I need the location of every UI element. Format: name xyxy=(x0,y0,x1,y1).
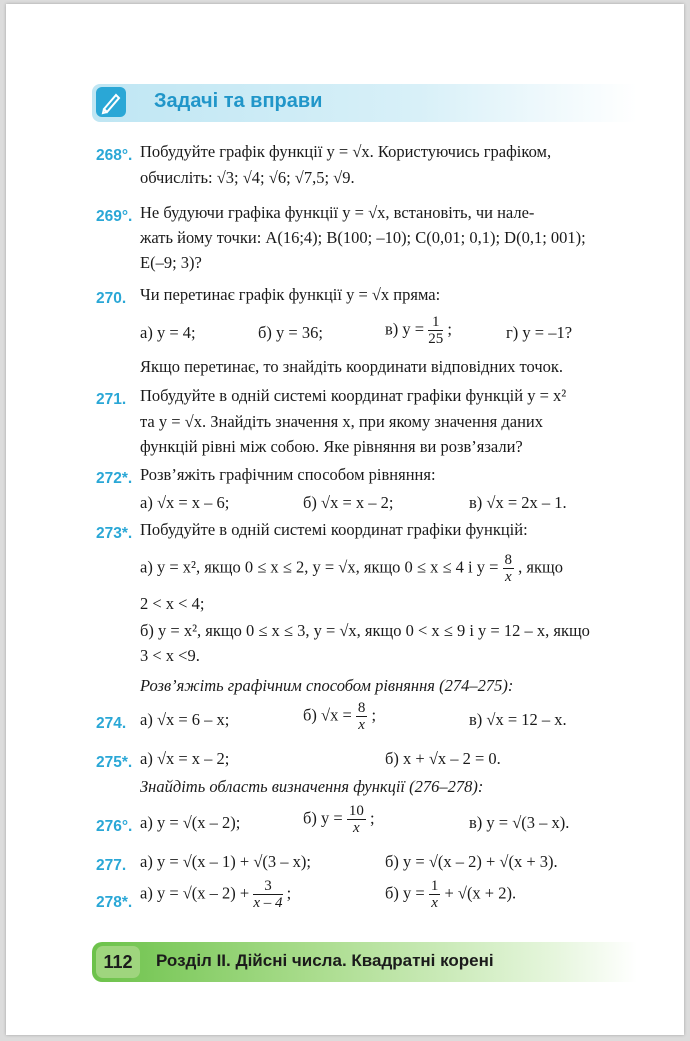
problem-text-line: Побудуйте в одній системі координат графіки функцій y = x² xyxy=(140,386,567,405)
option-a: а) y = 4; xyxy=(140,323,196,342)
problem-number: 278*. xyxy=(96,894,133,911)
fraction xyxy=(503,552,515,585)
option-a-text: а) y = x², якщо 0 ≤ x ≤ 2, y = √x, якщо 0 ≤ x ≤ 4 і y = xyxy=(140,557,499,577)
fraction-denominator: x xyxy=(504,569,512,585)
option-c: в) √x = 12 – x. xyxy=(469,710,567,729)
problem-275 xyxy=(96,749,132,775)
option-a xyxy=(140,878,291,911)
problem-text-line: та y = √x. Знайдіть значення x, при якому значення даних xyxy=(140,412,544,431)
option-b xyxy=(303,700,376,733)
fraction-numerator: 1 xyxy=(430,878,439,894)
problem-number: 268°. xyxy=(96,147,133,164)
option-a: а) √x = x – 6; xyxy=(140,493,230,512)
option-b-prefix: б) y = xyxy=(303,808,343,828)
problem-text-line: Чи перетинає графік функції y = √x пряма: xyxy=(140,285,441,304)
problem-text-line: E(–9; 3)? xyxy=(140,253,202,272)
problem-274 xyxy=(96,710,126,736)
fraction-numerator: 10 xyxy=(348,803,364,819)
option-a-prefix: а) y = √(x – 2) + xyxy=(140,883,250,903)
option-c-prefix: в) y = xyxy=(385,319,425,339)
problem-number: 275*. xyxy=(96,754,133,771)
fraction-numerator: 1 xyxy=(428,314,443,331)
pencil-icon xyxy=(96,87,126,117)
option-a: а) √x = 6 – x; xyxy=(140,710,230,729)
option-c xyxy=(385,314,452,347)
fraction-denominator: 25 xyxy=(428,331,444,347)
option-c: в) √x = 2x – 1. xyxy=(469,493,567,512)
problem-number: 269°. xyxy=(96,208,133,225)
option-c-suffix: ; xyxy=(447,319,452,339)
fraction xyxy=(356,700,368,733)
problem-text-line: Розв’яжіть графічним способом рівняння: xyxy=(140,465,436,484)
fraction-numerator: 8 xyxy=(357,700,366,716)
option-d: г) y = –1? xyxy=(506,323,573,342)
problem-270 xyxy=(96,285,126,311)
problem-number: 273*. xyxy=(96,525,133,542)
option-b: б) x + √x – 2 = 0. xyxy=(385,749,501,768)
problem-number: 270. xyxy=(96,290,127,307)
option-a: а) y = √(x – 2); xyxy=(140,813,241,832)
problem-number: 276°. xyxy=(96,818,133,835)
problem-text-line: Якщо перетинає, то знайдіть координати відповідних точок. xyxy=(140,357,564,376)
option-b: б) y = 36; xyxy=(258,323,323,342)
problem-number: 271. xyxy=(96,391,127,408)
problem-text-line: функцій рівні між собою. Яке рівняння ви розв’язали? xyxy=(140,437,523,456)
option-a xyxy=(140,552,563,585)
problem-278 xyxy=(96,889,132,915)
problem-text-line: Побудуйте графік функції y = √x. Користуючись графіком, xyxy=(140,142,552,161)
fraction xyxy=(347,803,366,836)
option-b-prefix: б) √x = xyxy=(303,705,352,725)
fraction-numerator: 8 xyxy=(504,552,513,568)
problem-text-line: жать йому точки: A(16;4); B(100; –10); C(0,01; 0,1); D(0,1; 001); xyxy=(140,228,586,247)
problem-text-line: обчисліть: √3; √4; √6; √7,5; √9. xyxy=(140,168,355,187)
problem-269 xyxy=(96,203,132,229)
fraction-numerator: 3 xyxy=(253,878,282,895)
problem-number: 274. xyxy=(96,715,127,732)
option-b-suffix: ; xyxy=(371,705,377,725)
option-b-suffix: ; xyxy=(369,808,375,828)
problem-text-line: Побудуйте в одній системі координат графіки функцій: xyxy=(140,520,528,539)
fraction-denominator: x xyxy=(352,820,360,836)
problem-number: 272*. xyxy=(96,470,133,487)
option-b: б) y = √(x – 2) + √(x + 3). xyxy=(385,852,558,871)
option-c: в) y = √(3 – x). xyxy=(469,813,570,832)
problem-273 xyxy=(96,520,132,546)
problem-277 xyxy=(96,852,126,878)
option-b-suffix: + √(x + 2). xyxy=(444,883,517,903)
problem-number: 277. xyxy=(96,857,127,874)
problem-text-line: 3 < x <9. xyxy=(140,646,200,665)
option-b xyxy=(385,878,516,911)
option-a-suffix: , якщо xyxy=(518,557,563,577)
section-title: Задачі та вправи xyxy=(154,90,323,112)
fraction xyxy=(428,314,443,347)
fraction xyxy=(429,878,441,911)
page-footer xyxy=(92,942,637,982)
option-a: а) √x = x – 2; xyxy=(140,749,230,768)
section-header xyxy=(92,84,637,122)
option-b xyxy=(303,803,375,836)
fraction-denominator: x xyxy=(431,895,438,911)
option-b-prefix: б) y = xyxy=(385,883,425,903)
option-b: б) y = x², якщо 0 ≤ x ≤ 3, y = √x, якщо 0 < x ≤ 9 і y = 12 – x, якщо xyxy=(140,621,590,640)
problem-271 xyxy=(96,386,126,412)
option-a: а) y = √(x – 1) + √(3 – x); xyxy=(140,852,311,871)
option-b: б) √x = x – 2; xyxy=(303,493,394,512)
chapter-title: Розділ ІІ. Дійсні числа. Квадратні корені xyxy=(156,951,494,970)
problem-268 xyxy=(96,142,132,168)
problem-text-line: 2 < x < 4; xyxy=(140,594,205,613)
option-a-suffix: ; xyxy=(286,883,292,903)
fraction-denominator: x – 4 xyxy=(253,895,283,911)
page-number: 112 xyxy=(96,946,140,978)
problem-text-line: Не будуючи графіка функції y = √x, встановіть, чи нале- xyxy=(140,203,535,222)
fraction xyxy=(253,878,282,911)
instruction-note: Розв’яжіть графічним способом рівняння (274–275): xyxy=(140,676,514,695)
problem-276 xyxy=(96,813,132,839)
fraction-denominator: x xyxy=(358,717,365,733)
problem-272 xyxy=(96,465,132,491)
instruction-note: Знайдіть область визначення функції (276–278): xyxy=(140,777,484,796)
